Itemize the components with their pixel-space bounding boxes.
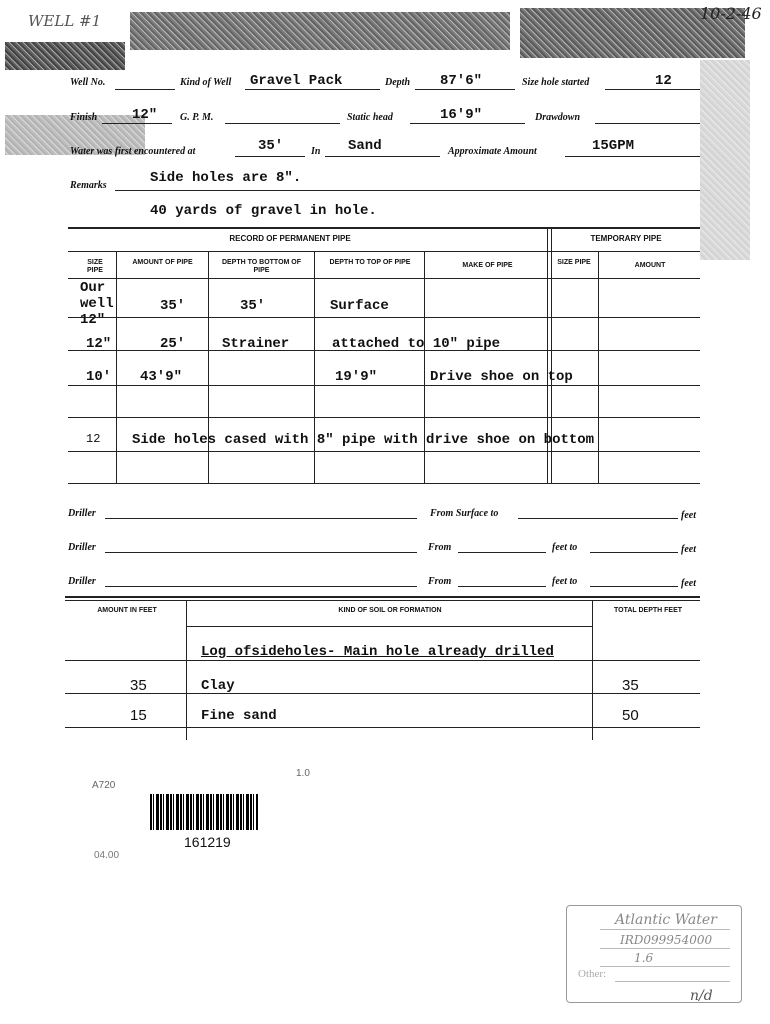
pipe-row1-top: Surface [330, 298, 389, 314]
footer-code-small: 04.00 [94, 850, 120, 861]
from-2-label: From [428, 542, 452, 553]
pipe-row3-make: Drive shoe on top [430, 369, 573, 385]
footer-code-left: A720 [92, 780, 116, 791]
formation-row3-amount: 15 [130, 707, 147, 724]
formation-hdr-amount: AMOUNT IN FEET [97, 607, 157, 614]
kind-of-well-line [245, 89, 380, 90]
stamp-line-2: IRD099954000 [620, 933, 713, 947]
gpm-label: G. P. M. [180, 112, 214, 123]
pipe-row1-amount: 35' [160, 298, 186, 314]
in-value: Sand [348, 138, 382, 154]
from-surface-line [518, 518, 678, 519]
remarks-line-1: Side holes are 8". [150, 170, 302, 186]
formation-row2-total: 35 [622, 677, 639, 694]
from-3-line [458, 586, 546, 587]
corner-note-right: 10-2-46 [700, 4, 762, 23]
drawdown-label: Drawdown [535, 112, 581, 123]
approx-amount-line [565, 156, 700, 157]
pipe-table-title-rule [68, 251, 700, 252]
stamp-note: n/d [690, 988, 713, 1004]
from-2-line [458, 552, 546, 553]
pipe-row2-size: 12" [86, 336, 112, 352]
stamp-rule-1 [600, 929, 730, 930]
in-label: In [311, 146, 321, 157]
formation-header-rule [186, 626, 592, 627]
driller-3-label: Driller [68, 576, 96, 587]
pipe-row-rule-5 [68, 451, 700, 452]
stamp-other-label: Other: [578, 968, 607, 980]
size-hole-started-label: Size hole started [522, 77, 590, 88]
formation-row3-kind: Fine sand [201, 708, 277, 724]
depth-line [415, 89, 515, 90]
in-line [325, 156, 440, 157]
formation-col-div-1 [186, 600, 187, 740]
pipe-col-div-3 [314, 251, 315, 483]
remarks-rule [115, 190, 700, 191]
well-no-label: Well No. [70, 77, 106, 88]
stamp-rule-3 [600, 966, 730, 967]
formation-row2-kind: Clay [201, 678, 235, 694]
feet-to-2-label: feet to [552, 542, 578, 553]
static-head-value: 16'9" [440, 107, 483, 123]
from-surface-label: From Surface to [430, 508, 499, 519]
finish-value: 12" [132, 107, 158, 123]
pipe-row1-bottom: 35' [240, 298, 266, 314]
depth-value: 87'6" [440, 73, 483, 89]
pipe-row-rule-4 [68, 417, 700, 418]
driller-2-line [105, 552, 417, 553]
static-head-line [410, 123, 525, 124]
finish-label: Finish [70, 112, 98, 123]
pipe-row-rule-3 [68, 385, 700, 386]
temp-pipe-title: TEMPORARY PIPE [590, 234, 662, 243]
corner-note-left: WELL #1 [28, 12, 102, 30]
gpm-line [225, 123, 340, 124]
formation-row3-total: 50 [622, 707, 639, 724]
pipe-row3-top: 19'9" [335, 369, 378, 385]
pipe-row-rule-1 [68, 317, 700, 318]
from-3-label: From [428, 576, 452, 587]
size-hole-started-value: 12 [655, 73, 672, 89]
pipe-hdr-make: MAKE OF PIPE [462, 262, 513, 269]
temp-hdr-amount: AMOUNT [634, 262, 666, 269]
remarks-line-2: 40 yards of gravel in hole. [150, 203, 377, 219]
well-no-line [115, 89, 175, 90]
approx-amount-label: Approximate Amount [448, 146, 537, 157]
formation-row-rule-1 [65, 660, 700, 661]
driller-1-label: Driller [68, 508, 96, 519]
formation-row-rule-2 [65, 693, 700, 694]
driller-1-line [105, 518, 417, 519]
feet-2-label: feet [681, 544, 696, 555]
stamp-line-3: 1.6 [634, 951, 654, 965]
formation-row-rule-3 [65, 727, 700, 728]
pipe-row3-size: 10' [86, 369, 112, 385]
pipe-row2-top: attached to 10" pipe [332, 336, 501, 352]
remarks-label: Remarks [70, 180, 107, 191]
pipe-hdr-bottom: DEPTH TO BOTTOM OF PIPE [221, 259, 302, 274]
formation-row1-kind: Log ofsideholes- Main hole already drilled [201, 644, 554, 660]
water-first-value: 35' [258, 138, 284, 154]
pipe-row3-amount: 43'9" [140, 369, 183, 385]
driller-2-label: Driller [68, 542, 96, 553]
formation-col-div-2 [592, 600, 593, 740]
temp-hdr-size: SIZE PIPE [557, 259, 591, 266]
water-first-line [235, 156, 305, 157]
scan-noise-top-center [130, 12, 510, 50]
formation-hdr-total: TOTAL DEPTH FEET [613, 607, 683, 614]
formation-hdr-kind: KIND OF SOIL OR FORMATION [338, 607, 442, 614]
scan-noise-right-edge [700, 60, 750, 260]
pipe-row2-bottom: Strainer [222, 336, 290, 352]
depth-label: Depth [385, 77, 410, 88]
pipe-table-bottom [68, 483, 700, 484]
driller-3-line [105, 586, 417, 587]
formation-table-top [65, 596, 700, 598]
stamp-rule-4 [615, 981, 730, 982]
pipe-row5-size: 12 [86, 432, 101, 446]
pipe-col-div-6 [598, 251, 599, 483]
pipe-table-title: RECORD OF PERMANENT PIPE [229, 234, 351, 243]
drawdown-line [595, 123, 700, 124]
approx-amount-value: 15GPM [592, 138, 635, 154]
finish-line [102, 123, 172, 124]
footer-code-mid: 1.0 [296, 768, 310, 779]
pipe-col-div-2 [208, 251, 209, 483]
pipe-row1-size: Our well 12" [80, 280, 114, 328]
pipe-hdr-top: DEPTH TO TOP OF PIPE [329, 259, 411, 266]
water-first-label: Water was first encountered at [70, 146, 196, 157]
stamp-rule-2 [600, 948, 730, 949]
feet-1-label: feet [681, 510, 696, 521]
pipe-header-rule [68, 278, 700, 279]
pipe-hdr-size: SIZE PIPE [87, 259, 103, 274]
feet-to-3-line [590, 586, 678, 587]
formation-table-top-2 [65, 600, 700, 601]
kind-of-well-label: Kind of Well [180, 77, 232, 88]
stamp-line-1: Atlantic Water [615, 912, 717, 928]
barcode-number: 161219 [184, 834, 231, 850]
feet-to-2-line [590, 552, 678, 553]
barcode [150, 794, 258, 830]
pipe-row2-amount: 25' [160, 336, 186, 352]
pipe-table-top [68, 227, 700, 229]
kind-of-well-value: Gravel Pack [250, 73, 343, 89]
feet-to-3-label: feet to [552, 576, 578, 587]
scan-noise-top-left [5, 42, 125, 70]
size-hole-started-line [605, 89, 700, 90]
pipe-col-div-4 [424, 251, 425, 483]
feet-3-label: feet [681, 578, 696, 589]
pipe-hdr-amount: AMOUNT OF PIPE [132, 259, 193, 266]
formation-row2-amount: 35 [130, 677, 147, 694]
pipe-row5-note: Side holes cased with 8" pipe with drive shoe on bottom [132, 432, 595, 448]
static-head-label: Static head [347, 112, 393, 123]
